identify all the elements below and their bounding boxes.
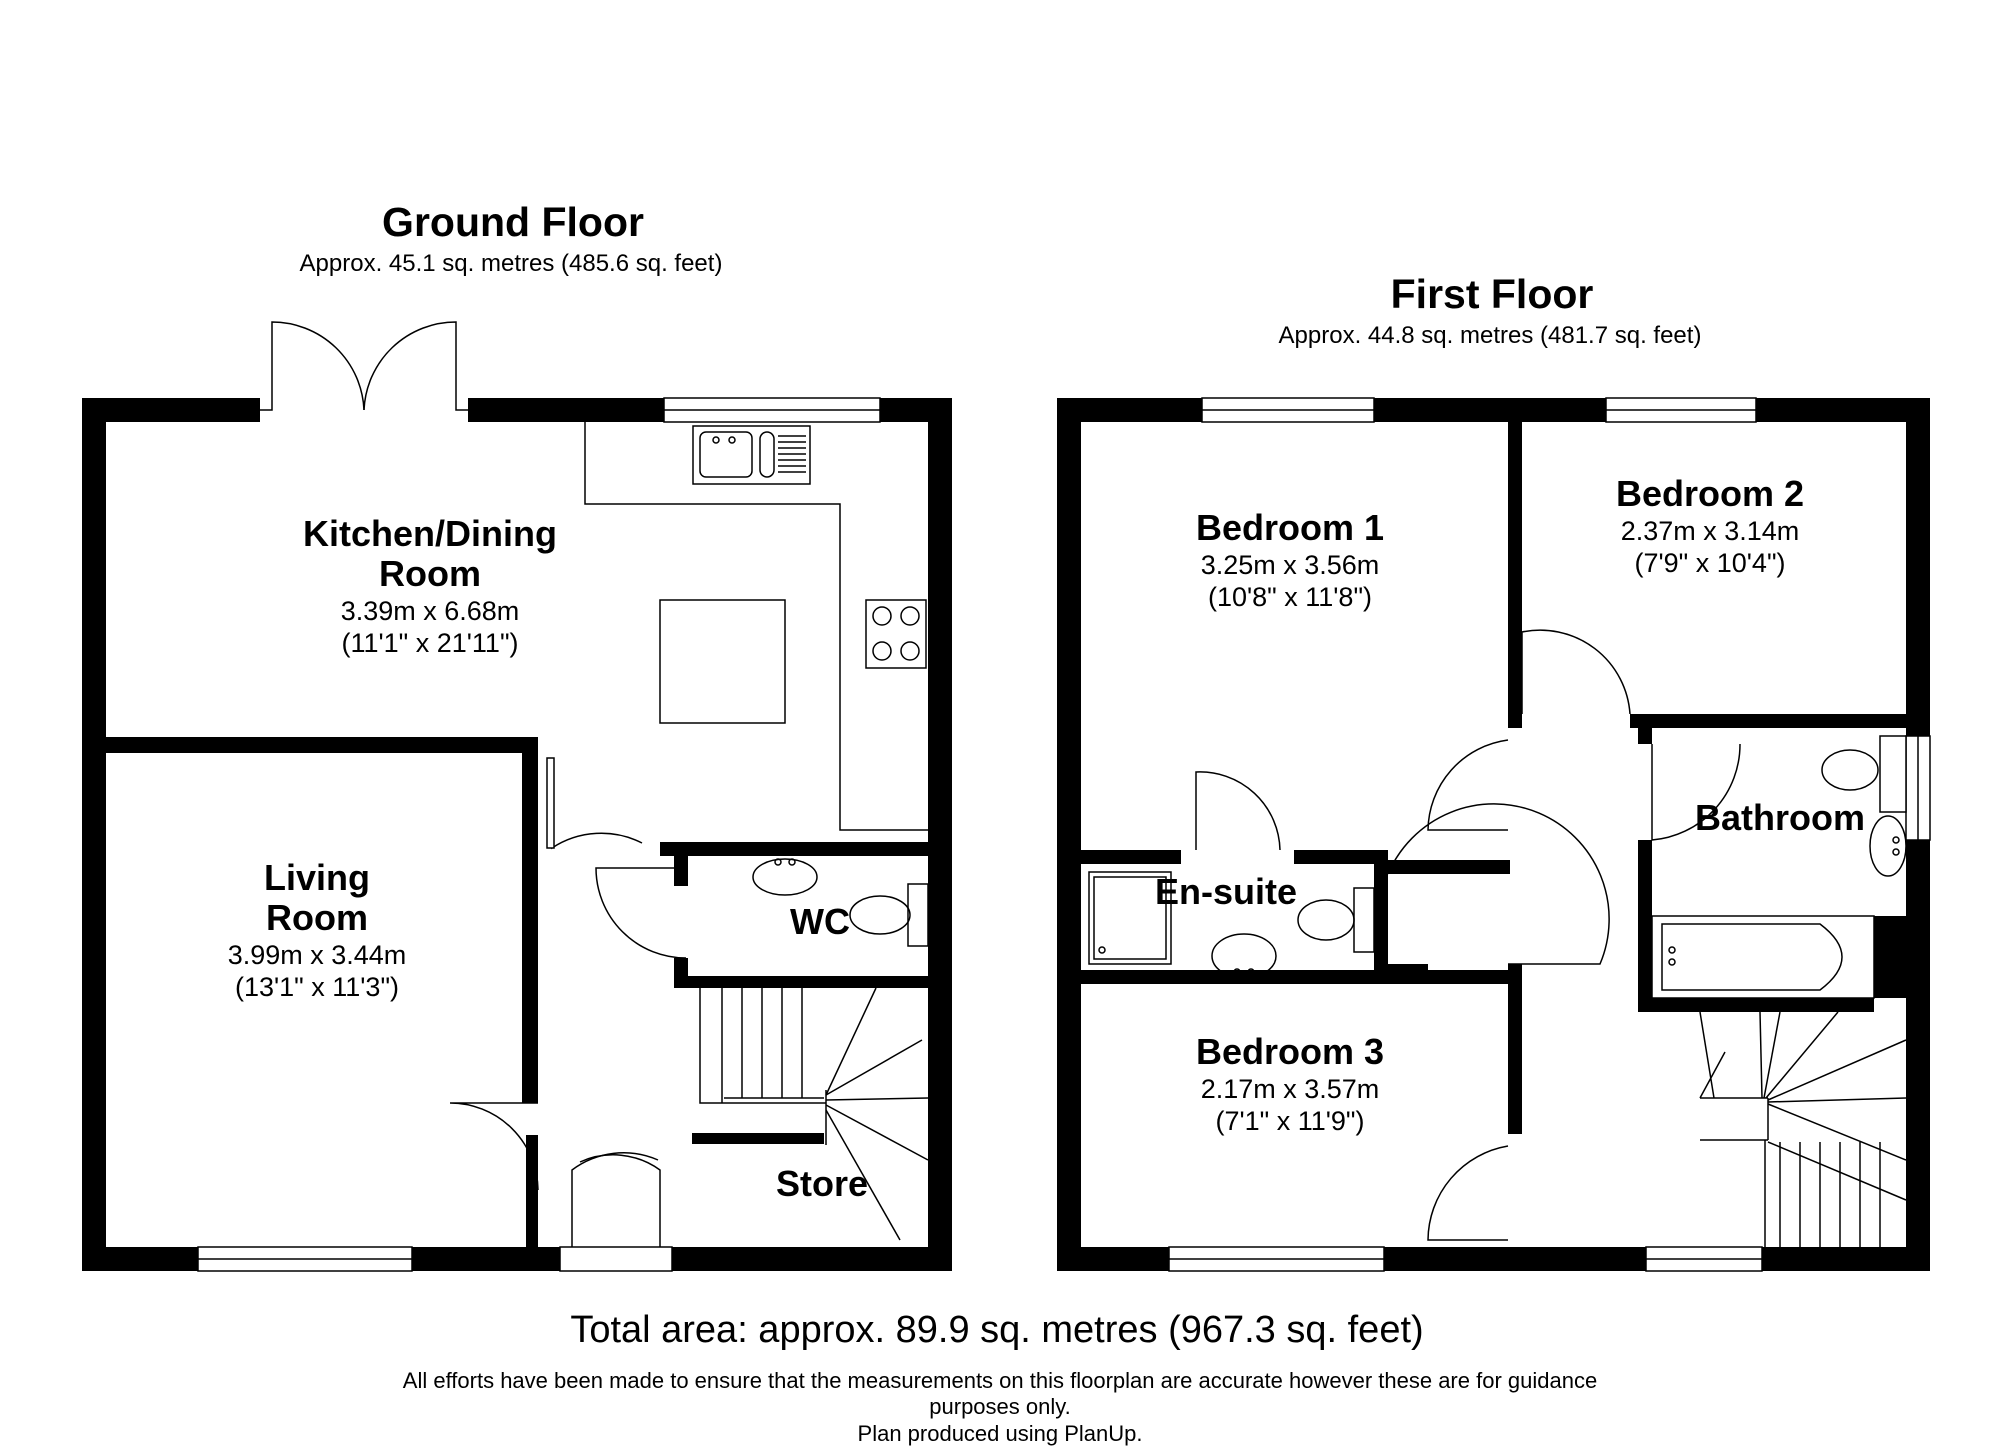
room-wc: WC [790, 901, 850, 942]
room-bedroom-1 [1196, 507, 1384, 612]
room-imperial-size: (10'8" x 11'8") [1207, 582, 1373, 612]
room-metric-size: 2.37m x 3.14m [1620, 516, 1800, 546]
room-name: Bedroom 1 [1195, 507, 1385, 548]
room-metric-size: 3.39m x 6.68m [340, 596, 520, 626]
room-imperial-size: (7'1" x 11'9") [1215, 1106, 1365, 1136]
total-area: Total area: approx. 89.9 sq. metres (967.3 sq. feet) [570, 1309, 1424, 1351]
room-bathroom: Bathroom [1695, 797, 1865, 838]
room-bedroom-3 [1196, 1031, 1384, 1136]
ground-floor-title: Ground Floor [382, 199, 644, 245]
first-floor-area: Approx. 44.8 sq. metres (481.7 sq. feet) [1278, 322, 1702, 349]
room-imperial-size: (7'9" x 10'4") [1634, 548, 1786, 578]
ground-floor-plan [82, 199, 952, 1271]
french-doors [260, 322, 468, 410]
room-name: Room [266, 897, 368, 938]
kitchen-island [660, 600, 785, 723]
toilet-icon [850, 896, 910, 934]
room-metric-size: 2.17m x 3.57m [1200, 1074, 1380, 1104]
room-name: Room [379, 553, 481, 594]
ground-floor-area: Approx. 45.1 sq. metres (485.6 sq. feet) [299, 250, 723, 277]
bathroom-fixtures [1652, 736, 1906, 998]
room-imperial-size: (11'1" x 21'11") [341, 628, 519, 658]
plan-credit: Plan produced using PlanUp. [857, 1421, 1143, 1446]
first-floor-stairs [1700, 1012, 1906, 1247]
toilet-icon [1298, 900, 1354, 940]
drainer-icon [778, 436, 806, 472]
room-name: Living [264, 857, 370, 898]
room-store: Store [775, 1163, 869, 1204]
basin-icon [1870, 816, 1906, 876]
first-floor-plan [1057, 271, 1930, 1271]
room-bedroom-2 [1616, 473, 1804, 578]
room-kitchen-dining [303, 513, 557, 658]
room-imperial-size: (13'1" x 11'3") [234, 972, 400, 1002]
hob-icon [866, 600, 926, 668]
room-metric-size: 3.25m x 3.56m [1200, 550, 1380, 580]
toilet-icon [1822, 750, 1878, 790]
room-name: Kitchen/Dining [303, 513, 557, 554]
room-name: Bedroom 2 [1615, 473, 1805, 514]
basin-icon [753, 859, 817, 895]
bath-icon [1652, 916, 1874, 998]
disclaimer-line-2: purposes only. [929, 1394, 1071, 1419]
ground-floor-doors [450, 758, 686, 1247]
room-metric-size: 3.99m x 3.44m [227, 940, 407, 970]
room-living [228, 857, 407, 1002]
first-floor-title: First Floor [1390, 271, 1594, 317]
kitchen-units [585, 422, 928, 830]
floorplan-footer [403, 1309, 1597, 1446]
disclaimer-line-1: All efforts have been made to ensure that the measurements on this floorplan are accurate however these are for guidance [402, 1368, 1598, 1393]
room-ensuite: En-suite [1154, 871, 1298, 912]
room-name: Bedroom 3 [1195, 1031, 1385, 1072]
